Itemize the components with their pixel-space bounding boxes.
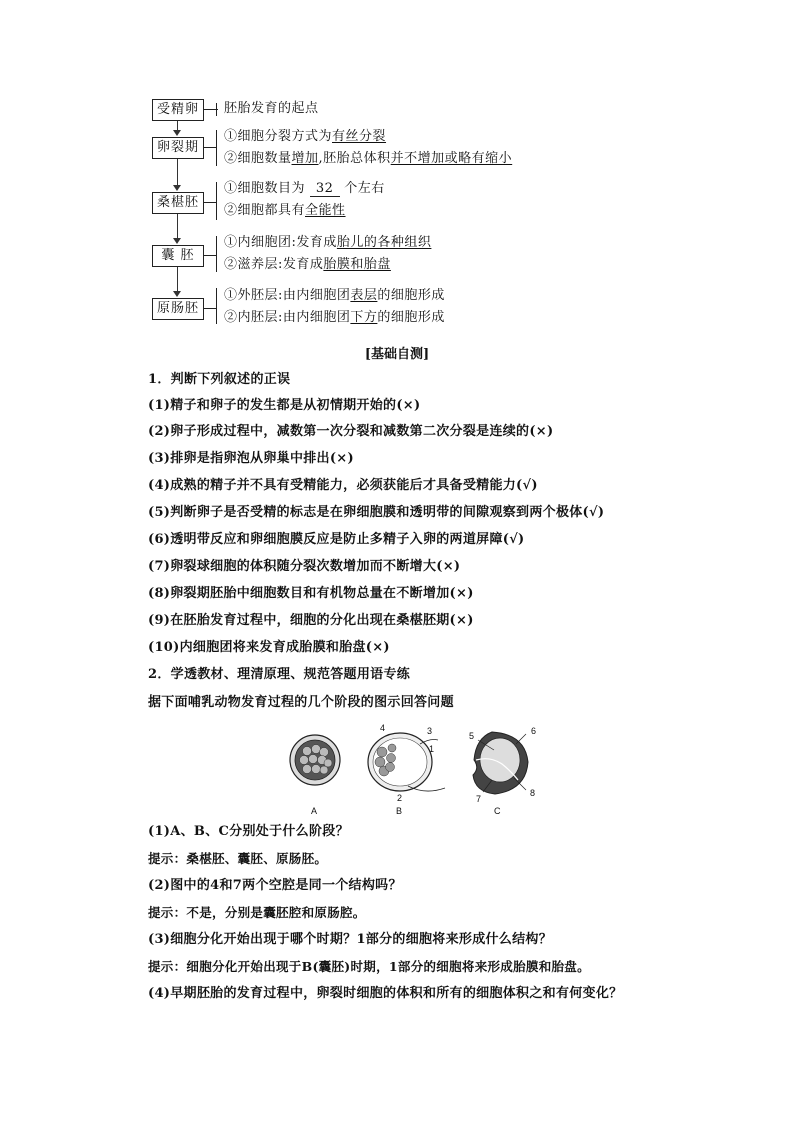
- arrow-down-icon: [173, 130, 181, 136]
- q2-question: (2)图中的4和7两个空腔是同一个结构吗？: [148, 878, 402, 893]
- figure-number-2: 2: [397, 793, 403, 803]
- q2-hint: 提示：不是，分别是囊胚腔和原肠腔。: [148, 905, 366, 920]
- connector: [204, 308, 216, 309]
- stage-box-cleavage: 卵裂期: [152, 137, 204, 159]
- figure-number-3: 3: [427, 726, 433, 736]
- zygote-desc: 胚胎发育的起点: [224, 101, 319, 116]
- q1-item: (9)在胚胎发育过程中，细胞的分化出现在桑椹胚期(×): [148, 613, 474, 628]
- figure-number-1: 1: [429, 744, 435, 754]
- gastrula-drawing: [473, 732, 528, 794]
- arrow-line: [177, 214, 178, 238]
- q1-item: (1)精子和卵子的发生都是从初情期开始的(×): [148, 398, 421, 413]
- figure-number-6: 6: [531, 726, 537, 736]
- q1-item: (3)排卵是指卵泡从卵巢中排出(×): [148, 451, 354, 466]
- figure-label-a: A: [311, 806, 318, 816]
- q1-item: (2)卵子形成过程中，减数第一次分裂和减数第二次分裂是连续的(×): [148, 424, 554, 439]
- q1-item: (5)判断卵子是否受精的标志是在卵细胞膜和透明带的间隙观察到两个极体(√): [148, 505, 605, 520]
- section-title: [基础自测]: [364, 347, 430, 362]
- bracket: [216, 182, 221, 220]
- arrow-down-icon: [173, 291, 181, 297]
- stage-box-gastrula: 原肠胚: [152, 298, 204, 320]
- q1-item: (7)卵裂球细胞的体积随分裂次数增加而不断增大(×): [148, 559, 461, 574]
- q2-question: (3)细胞分化开始出现于哪个时期？1部分的细胞将来形成什么结构？: [148, 932, 552, 947]
- q2-question: (4)早期胚胎的发育过程中，卵裂时细胞的体积和所有的细胞体积之和有何变化？: [148, 986, 623, 1001]
- figure-number-8: 8: [530, 788, 536, 798]
- figure-number-7: 7: [476, 794, 482, 804]
- arrow-line: [177, 159, 178, 185]
- gastrula-line-2: ②内胚层:由内细胞团下方的细胞形成: [224, 310, 445, 325]
- morula-line-1: ①细胞数目为 32 个左右: [224, 181, 385, 196]
- q1-item: (6)透明带反应和卵细胞膜反应是防止多精子入卵的两道屏障(√): [148, 532, 525, 547]
- morula-drawing: [290, 735, 340, 785]
- stage-box-morula: 桑椹胚: [152, 192, 204, 214]
- q2-question: (1)A、B、C分别处于什么阶段？: [148, 824, 349, 839]
- cleavage-line-1: ①细胞分裂方式为有丝分裂: [224, 129, 387, 144]
- connector: [204, 255, 216, 256]
- q2-intro: 据下面哺乳动物发育过程的几个阶段的图示回答问题: [148, 695, 454, 710]
- cleavage-line-2: ②细胞数量增加,胚胎总体积并不增加或略有缩小: [224, 151, 513, 166]
- arrow-down-icon: [173, 185, 181, 191]
- bracket: [216, 288, 221, 324]
- embryo-diagram: [280, 720, 540, 820]
- connector: [216, 103, 217, 116]
- stage-box-zygote: 受精卵: [152, 99, 204, 121]
- morula-line-2: ②细胞都具有全能性: [224, 203, 346, 218]
- figure-number-5: 5: [469, 731, 475, 741]
- q1-item: (8)卵裂期胚胎中细胞数目和有机物总量在不断增加(×): [148, 586, 474, 601]
- q1-item: (4)成熟的精子并不具有受精能力，必须获能后才具备受精能力(√): [148, 478, 538, 493]
- figure-label-c: C: [494, 806, 501, 816]
- connector: [204, 202, 216, 203]
- connector: [204, 147, 216, 148]
- q1-title: 1．判断下列叙述的正误: [148, 372, 291, 387]
- bracket: [216, 236, 221, 272]
- stage-box-blastula: 囊 胚: [152, 245, 204, 267]
- blastula-line-1: ①内细胞团:发育成胎儿的各种组织: [224, 235, 432, 250]
- figure-number-4: 4: [380, 723, 386, 733]
- q2-hint: 提示：桑椹胚、囊胚、原肠胚。: [148, 851, 328, 866]
- blastula-line-2: ②滋养层:发育成胎膜和胎盘: [224, 257, 391, 272]
- arrow-down-icon: [173, 238, 181, 244]
- q2-hint: 提示：细胞分化开始出现于B(囊胚)时期，1部分的细胞将来形成胎膜和胎盘。: [148, 959, 590, 974]
- arrow-line: [177, 121, 178, 130]
- arrow-line: [177, 267, 178, 291]
- q2-title: 2．学透教材、理清原理、规范答题用语专练: [148, 667, 411, 682]
- gastrula-line-1: ①外胚层:由内细胞团表层的细胞形成: [224, 288, 445, 303]
- bracket: [216, 130, 221, 166]
- q1-item: (10)内细胞团将来发育成胎膜和胎盘(×): [148, 640, 390, 655]
- blastula-drawing: [368, 733, 445, 791]
- figure-label-b: B: [396, 806, 403, 816]
- embryo-figure: [280, 720, 540, 820]
